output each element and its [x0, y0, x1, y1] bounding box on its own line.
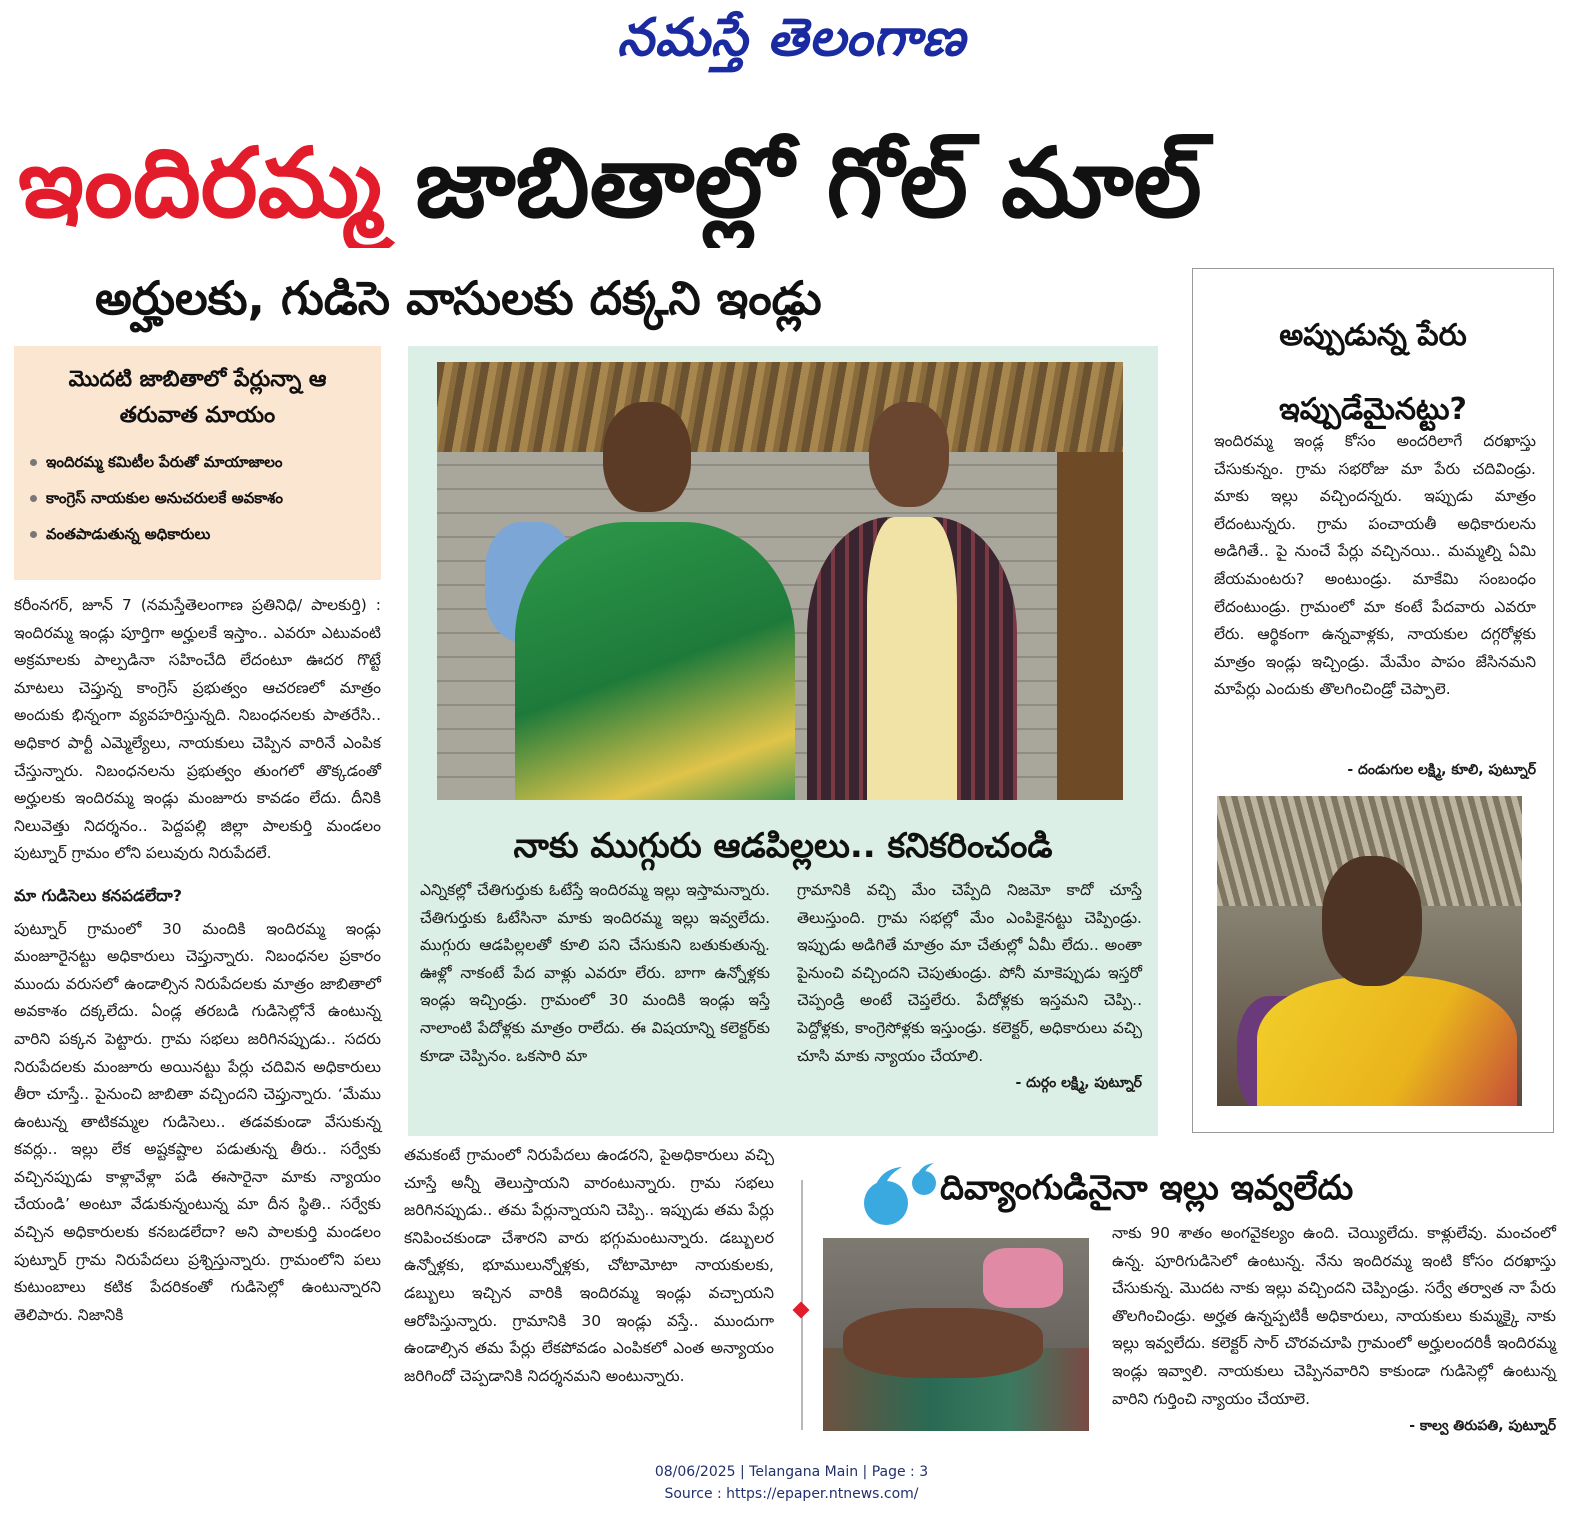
headline-black-part: జాబితాల్లో గోల్ మాల్ [381, 127, 1202, 239]
summary-bullet [28, 444, 367, 480]
subheadline: అర్హులకు, గుడిసె వాసులకు దక్కని ఇండ్లు [95, 271, 822, 325]
headline [18, 118, 1568, 248]
divider-diamond-icon [793, 1302, 810, 1319]
left-column [14, 592, 381, 1329]
left-para-1: కరీంనగర్, జూన్ 7 (నమస్తేతెలంగాణ ప్రతినిధి/ పాలకుర్తి) : ఇందిరమ్మ ఇండ్లు పూర్తిగా అర్హులకే ఇస్తాం.. ఎవరూ ఎటువంటి అక్రమాలకు పాల్పడినా సహించేది లేదంటూ ఊదర గొట్టే మాటలు చెప్తున్న కాంగ్రెస్ ప్రభుత్వం ఆచరణలో మాత్రం అందుకు భిన్నంగా వ్యవహరిస్తున్నది. నిబంధనలకు పాతరేసి.. అధికార పార్టీ ఎమ్మెల్యేలు, నాయకులు చెప్పిన వారినే ఎంపిక చేస్తున్నారు. నిబంధనలను ప్రభుత్వం తుంగలో తొక్కడంతో అర్హులకు ఇందిరమ్మ ఇండ్లు మంజూరు కావడం లేదు. దీనికి నిలువెత్తు నిదర్శనం.. పెద్దపల్లి జిల్లా పాలకుర్తి మండలం పుట్నూర్ గ్రామం లోని పలువురు నిరుపేదలే. [14, 596, 381, 863]
summary-bullet [28, 516, 367, 552]
bullet-dot-icon [30, 495, 37, 502]
feature-col-b [797, 877, 1142, 1098]
summary-bullet [28, 480, 367, 516]
bullet-dot-icon [30, 531, 37, 538]
feature-col-b-text: గ్రామానికి వచ్చి మేం చెప్పేది నిజమో కాదో చూస్తే తెలుస్తుంది. గ్రామ సభల్లో మేం ఎంపికైనట్టు చెప్పిండ్రు. ఇప్పుడు అడిగితే మాత్రం మా చేతుల్లో ఏమీ లేదు.. అంతా పైనుంచి వచ్చిందని చెపుతుండ్రు. పోనీ మాకెప్పుడు ఇస్తరో చెప్పండ్రి అంటే చెప్తలేరు. పేదోళ్లకు ఇస్తమని చెప్పి.. పెద్దోళ్లకు, కాంగ్రెసోళ్లకు ఇస్తుండ్రు. కలెక్టర్, అధికారులు వచ్చి చూసి మాకు న్యాయం చేయాలి. [797, 881, 1142, 1065]
left-para-2: పుట్నూర్ గ్రామంలో 30 మందికి ఇందిరమ్మ ఇండ్లు మంజూరైనట్టు అధికారులు చెప్తున్నారు. నిబంధనల ప్రకారం ముందు వరుసలో ఉండాల్సిన నిరుపేదలకు మాత్రం జాబితాలో అవకాశం దక్కలేదు. ఏండ్ల తరబడి గుడిసెల్లోనే ఉంటున్న వారిని పక్కన పెట్టారు. గ్రామ సభలు జరిగినప్పుడు.. సదరు నిరుపేదలకు మంజూరు అయినట్టు పేర్లు చదివిన అధికారులు తీరా చూస్తే.. పైనుంచి జాబితా వచ్చిందని చెప్తున్నారు. ‘మేము ఉంటున్న తాటికమ్మల గుడిసెలు.. తడవకుండా వేసుకున్న కవర్లు.. ఇల్లు లేక అష్టకష్టాల పడుతున్న తీరు.. సర్వేకు వచ్చినప్పుడు కాళ్లావేళ్లా పడి ఈసారైనా మాకు న్యాయం చేయండి’ అంటూ వేడుకున్నంటున్న మా దీన స్థితి.. సర్వేకు వచ్చిన అధికారులకు కనబడలేదా? అని పాలకుర్తి మండలం పుట్నూర్ గ్రామ నిరుపేదలు ప్రశ్నిస్తున్నారు. గ్రామంలోని పలు కుటుంబాలు కటిక పేదరికంతో గుడిసెల్లో ఉంటున్నారని తెలిపారు. నిజానికి [14, 919, 381, 1324]
right-box-text: ఇందిరమ్మ ఇండ్ల కోసం అందరిలాగే దరఖాస్తు చేసుకున్నం. గ్రామ సభరోజు మా పేరు చదివిండ్రు. మాకు ఇల్లు వచ్చిందన్నరు. ఇప్పుడు మాత్రం లేదంటున్నరు. గ్రామ పంచాయతీ అధికారులను అడిగితే.. పై నుంచే పేర్లు వచ్చినయి.. మమ్మల్ని ఏమి జేయమంటరు? అంటుండ్రు. మాకేమి సంబంధం లేదంటుండ్రు. గ్రామంలో మా కంటే పేదవారు ఎవరూ లేరు. ఆర్థికంగా ఉన్నవాళ్లకు, నాయకుల దగ్గరోళ్లకు మాత్రం ఇండ్లు ఇచ్చిండ్రు. మేమేం పాపం జేసినమని మాపేర్లు ఎందుకు తొలగించిండ్రో చెప్పాలె. [1214, 432, 1536, 699]
quote-icon [862, 1163, 942, 1227]
summary-bullets [28, 444, 367, 552]
woman-green-saree [485, 402, 805, 800]
summary-box [14, 346, 381, 580]
feature-caption: నాకు ముగ్గురు ఆడపిల్లలు.. కనికరించండి [513, 826, 1053, 866]
photo-man-on-bed [823, 1238, 1089, 1431]
bullet-dot-icon [30, 459, 37, 466]
photo-two-women [437, 362, 1123, 800]
left-subhead: మా గుడిసెలు కనపడలేదా? [14, 885, 183, 905]
bottom-section-text [1112, 1220, 1556, 1441]
footer-source-link[interactable]: Source : https://epaper.ntnews.com/ [664, 1486, 919, 1502]
bottom-section-title: దివ్యాంగుడినైనా ఇల్లు ఇవ్వలేదు [940, 1168, 1354, 1208]
feature-byline: - దుర్గం లక్ష్మి, పుట్నూర్ [1015, 1075, 1142, 1092]
summary-bullet-text: కాంగ్రెస్ నాయకుల అనుచరులకే అవకాశం [46, 489, 283, 507]
summary-bullet-text: ఇందిరమ్మ కమిటీల పేరుతో మాయాజాలం [46, 453, 283, 471]
footer [0, 1461, 1583, 1505]
feature-col-a: ఎన్నికల్లో చేతిగుర్తుకు ఓటేస్తే ఇందిరమ్మ ఇల్లు ఇస్తామన్నారు. చేతిగుర్తుకు ఓటేసినా మాకు ఇందిరమ్మ ఇల్లు ఇవ్వలేదు. ముగ్గురు ఆడపిల్లలతో కూలి పని చేసుకుని బతుకుతున్న. ఊళ్లో నాకంటే పేద వాళ్లు ఎవరూ లేరు. బాగా ఉన్నోళ్లకు ఇండ్లు ఇచ్చిండ్రు. గ్రామంలో 30 మందికి ఇండ్లు ఇస్తే నాలాంటి పేదోళ్లకు మాత్రం రాలేదు. ఈ విషయాన్ని కలెక్టర్‌కు కూడా చెప్పినం. ఒకసారి మా [420, 881, 770, 1065]
bottom-text: నాకు 90 శాతం అంగవైకల్యం ఉంది. చెయ్యిలేదు. కాళ్లులేవు. మంచంలో ఉన్న. పూరిగుడిసెలో ఉంటున్న. నేను ఇందిరమ్మ ఇంటి కోసం దరఖాస్తు చేసుకున్న. మొదట నాకు ఇల్లు వచ్చిందని చెప్పిండ్రు. సర్వే తర్వాత నా పేరు తొలగించిండ్రు. అర్హత ఉన్నప్పటికీ అధికారులు, నాయకులు కుమ్మక్కై నాకు ఇల్లు ఇవ్వలేదు. కలెక్టర్ సార్ చొరవచూపి గ్రామంలో అర్హులందరికీ ఇందిరమ్మ ఇండ్లు ఇవ్వాలి. నాయకులు చెప్పినవారిని కాకుండా గుడిసెల్లో ఉంటున్న వారిని గుర్తించి న్యాయం చేయాలె. [1112, 1224, 1556, 1408]
photo-woman-yellow-saree [1217, 796, 1522, 1106]
bottom-byline: - కాల్వ తిరుపతి, పుట్నూర్ [1409, 1418, 1556, 1435]
footer-date-line: 08/06/2025 | Telangana Main | Page : 3 [654, 1464, 929, 1480]
right-box-byline: - దండుగుల లక్ష్మి, కూలి, పుట్నూర్ [1347, 762, 1536, 778]
masthead: నమస్తే తెలంగాణ [617, 8, 966, 68]
right-box-title: అప్పుడున్న పేరు ఇప్పుడేమైనట్టు? [1279, 318, 1467, 427]
summary-bullet-text: వంతపాడుతున్న అధికారులు [46, 525, 211, 543]
headline-red-part: ఇందిరమ్మ [18, 127, 382, 239]
woman-scarf [797, 402, 1037, 800]
door [1057, 452, 1123, 800]
summary-title: మొదటి జాబితాలో పేర్లున్నా ఆ తరువాత మాయం [68, 367, 327, 428]
middle-column-continued: తమకంటే గ్రామంలో నిరుపేదలు ఉండరని, పైఅధికారులు వచ్చి చూస్తే అన్నీ తెలుస్తాయని వారంటున్నారు. గ్రామ సభలు జరిగినప్పుడు.. తమ పేర్లున్నాయని చెప్పి.. ఇప్పుడు తమ పేర్లు కనిపించకుండా చేశారని వారు భగ్గుమంటున్నారు. డబ్బులర ఉన్నోళ్లకు, భూములున్నోళ్లకు, చోటామోటా నాయకులకు, డబ్బులు ఇచ్చిన వారికి ఇందిరమ్మ ఇండ్లు వచ్చాయని ఆరోపిస్తున్నారు. గ్రామానికి 30 ఇండ్లు వస్తే.. ముందుగా ఉండాల్సిన తమ పేర్లు లేకపోవడం ఎంపికలో ఎంత అన్యాయం జరిగిందో చెప్పడానికి నిదర్శనమని అంటున్నారు. [404, 1146, 774, 1385]
